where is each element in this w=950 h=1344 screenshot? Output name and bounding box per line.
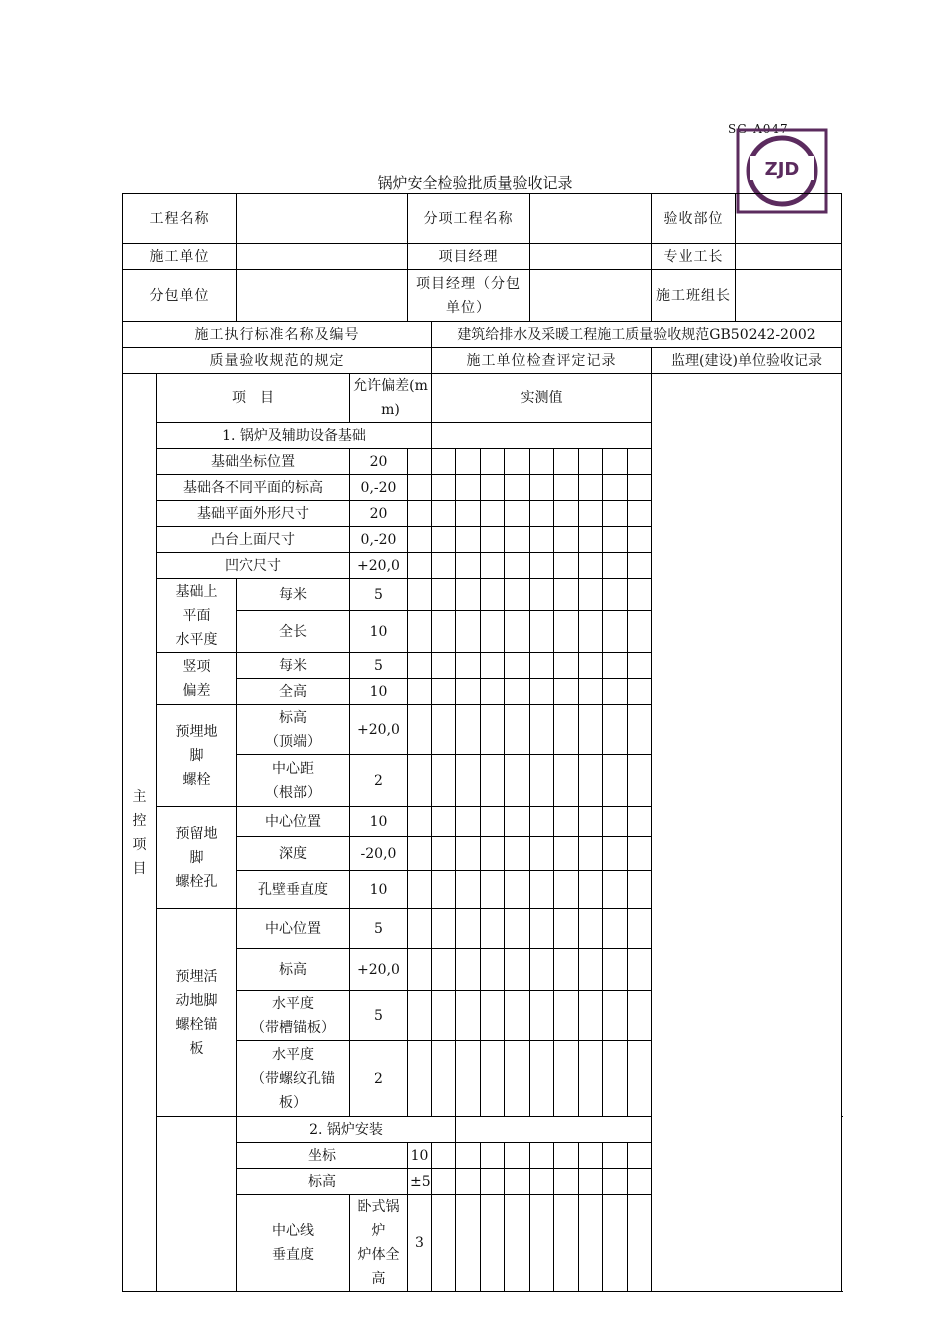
measure-cell[interactable] [432, 611, 456, 653]
measure-cell[interactable] [603, 909, 628, 949]
measure-cell[interactable] [432, 837, 456, 871]
item-name: 每米 [237, 653, 350, 679]
item-tolerance: 20 [350, 501, 408, 527]
measure-cell[interactable] [481, 1195, 505, 1292]
standard-row [123, 322, 842, 348]
measure-cell[interactable] [579, 449, 603, 475]
measure-cell[interactable] [505, 837, 530, 871]
group-label: 中心线 垂直度 [237, 1195, 350, 1292]
measure-cell[interactable] [579, 475, 603, 501]
measure-cell[interactable] [456, 449, 481, 475]
measure-cell[interactable] [432, 949, 456, 991]
value-team-leader[interactable] [736, 270, 842, 322]
group-label: 基础上 平面 水平度 [157, 579, 237, 653]
measure-cell[interactable] [579, 611, 603, 653]
item-name: 中心距 （根部） [237, 755, 350, 807]
value-sub-pm[interactable] [530, 270, 652, 322]
measure-cell[interactable] [432, 871, 456, 909]
measure-cell[interactable] [505, 1169, 530, 1195]
item-name: 中心位置 [237, 909, 350, 949]
measure-cell[interactable] [456, 527, 481, 553]
section2-title: 2. 锅炉安装 [237, 1117, 456, 1143]
item-tolerance: ±5 [408, 1169, 432, 1195]
measure-cell[interactable] [530, 679, 554, 705]
item-name: 深度 [237, 837, 350, 871]
measure-cell[interactable] [408, 653, 432, 679]
measure-cell[interactable] [456, 501, 481, 527]
measure-cell[interactable] [505, 1195, 530, 1292]
measure-cell[interactable] [579, 579, 603, 611]
measure-cell[interactable] [603, 679, 628, 705]
measure-cell[interactable] [554, 1195, 579, 1292]
measure-cell[interactable] [505, 807, 530, 837]
item-name: 卧式锅炉 炉体全高 [350, 1195, 408, 1292]
measure-cell[interactable] [481, 611, 505, 653]
measure-cell[interactable] [456, 1041, 481, 1117]
measure-cell[interactable] [432, 579, 456, 611]
item-tolerance: 0,-20 [350, 527, 408, 553]
measure-cell[interactable] [530, 1041, 554, 1117]
label-construct-unit: 施工单位 [123, 244, 237, 270]
measure-cell[interactable] [432, 653, 456, 679]
measure-cell[interactable] [530, 579, 554, 611]
measure-cell[interactable] [530, 807, 554, 837]
head-spec: 质量验收规范的规定 [123, 348, 432, 374]
inspection-table [122, 193, 842, 1292]
measure-cell[interactable] [456, 909, 481, 949]
item-tolerance: -20,0 [350, 837, 408, 871]
measure-cell[interactable] [628, 579, 652, 611]
group-label: 预埋活 动地脚 螺栓锚 板 [157, 909, 237, 1117]
form-code: SG-A047 [728, 122, 789, 136]
measure-cell[interactable] [603, 527, 628, 553]
measure-cell[interactable] [456, 679, 481, 705]
measure-cell[interactable] [603, 611, 628, 653]
label-standard: 施工执行标准名称及编号 [123, 322, 432, 348]
value-standard: 建筑给排水及采暖工程施工质量验收规范GB50242-2002 [432, 322, 842, 348]
measure-cell[interactable] [505, 1041, 530, 1117]
section1-title: 1. 锅炉及辅助设备基础 [157, 423, 432, 449]
measure-cell[interactable] [456, 871, 481, 909]
measure-cell[interactable] [432, 679, 456, 705]
measure-cell[interactable] [554, 871, 579, 909]
measure-cell[interactable] [554, 755, 579, 807]
measure-cell[interactable] [554, 679, 579, 705]
measure-cell[interactable] [408, 949, 432, 991]
label-sub-pm: 项目经理（分包单位） [408, 270, 530, 322]
measure-cell[interactable] [505, 553, 530, 579]
measure-cell[interactable] [408, 475, 432, 501]
measure-cell[interactable] [505, 501, 530, 527]
item-tolerance: 10 [408, 1143, 432, 1169]
measure-cell[interactable] [505, 653, 530, 679]
measure-cell[interactable] [603, 579, 628, 611]
item-name: 基础各不同平面的标高 [157, 475, 350, 501]
info-row-project [123, 194, 842, 244]
item-tolerance: 10 [350, 871, 408, 909]
item-name: 凸台上面尺寸 [157, 527, 350, 553]
measure-cell[interactable] [432, 449, 456, 475]
measure-cell[interactable] [554, 553, 579, 579]
measure-cell[interactable] [530, 949, 554, 991]
measure-cell[interactable] [432, 1195, 456, 1292]
measure-cell[interactable] [554, 991, 579, 1041]
measure-cell[interactable] [505, 579, 530, 611]
measure-cell[interactable] [530, 837, 554, 871]
measure-cell[interactable] [408, 909, 432, 949]
measure-cell[interactable] [456, 1169, 481, 1195]
measure-cell[interactable] [481, 449, 505, 475]
item-tolerance: 5 [350, 653, 408, 679]
measure-cell[interactable] [628, 553, 652, 579]
label-sub-unit: 分包单位 [123, 270, 237, 322]
measure-cell[interactable] [432, 1169, 456, 1195]
measure-cell[interactable] [481, 501, 505, 527]
measure-cell[interactable] [579, 807, 603, 837]
measure-cell[interactable] [628, 475, 652, 501]
measure-cell[interactable] [456, 475, 481, 501]
label-pm: 项目经理 [408, 244, 530, 270]
measure-cell[interactable] [408, 501, 432, 527]
measure-cell[interactable] [432, 553, 456, 579]
measure-cell[interactable] [505, 949, 530, 991]
item-tolerance: 2 [350, 1041, 408, 1117]
item-name: 中心位置 [237, 807, 350, 837]
measure-cell[interactable] [505, 755, 530, 807]
item-tolerance: 2 [350, 755, 408, 807]
measure-cell[interactable] [432, 1041, 456, 1117]
item-tolerance: 10 [350, 807, 408, 837]
section1-blank [432, 423, 652, 449]
measure-cell[interactable] [628, 527, 652, 553]
measure-cell[interactable] [505, 1143, 530, 1169]
measure-cell[interactable] [481, 949, 505, 991]
measure-cell[interactable] [579, 679, 603, 705]
measure-cell[interactable] [579, 705, 603, 755]
measure-cell[interactable] [603, 705, 628, 755]
measure-cell[interactable] [554, 1143, 579, 1169]
measure-cell[interactable] [481, 871, 505, 909]
measure-cell[interactable] [408, 1041, 432, 1117]
measure-cell[interactable] [603, 1195, 628, 1292]
item-tolerance: 5 [350, 579, 408, 611]
measure-cell[interactable] [603, 1169, 628, 1195]
measure-cell[interactable] [432, 1143, 456, 1169]
measure-cell[interactable] [603, 807, 628, 837]
item-name: 全长 [237, 611, 350, 653]
measure-cell[interactable] [530, 871, 554, 909]
measure-cell[interactable] [456, 807, 481, 837]
measure-cell[interactable] [530, 653, 554, 679]
measure-cell[interactable] [579, 1041, 603, 1117]
measure-cell[interactable] [603, 475, 628, 501]
measure-cell[interactable] [628, 1143, 652, 1169]
item-tolerance: 3 [408, 1195, 432, 1292]
measure-cell[interactable] [579, 837, 603, 871]
measure-cell[interactable] [481, 837, 505, 871]
measure-cell[interactable] [432, 705, 456, 755]
section-head-row [123, 348, 842, 374]
measure-cell[interactable] [505, 527, 530, 553]
measure-cell[interactable] [408, 611, 432, 653]
measure-cell[interactable] [456, 991, 481, 1041]
measure-cell[interactable] [628, 949, 652, 991]
measure-cell[interactable] [456, 755, 481, 807]
measure-cell[interactable] [432, 501, 456, 527]
measure-cell[interactable] [628, 1169, 652, 1195]
group-label: 预留地 脚 螺栓孔 [157, 807, 237, 909]
measure-cell[interactable] [456, 553, 481, 579]
measure-cell[interactable] [530, 449, 554, 475]
measure-cell[interactable] [408, 837, 432, 871]
value-pm[interactable] [530, 244, 652, 270]
measure-cell[interactable] [456, 1195, 481, 1292]
measure-cell[interactable] [554, 705, 579, 755]
measure-cell[interactable] [554, 611, 579, 653]
measure-cell[interactable] [530, 1143, 554, 1169]
measure-cell[interactable] [530, 705, 554, 755]
measure-cell[interactable] [530, 475, 554, 501]
item-name: 凹穴尺寸 [157, 553, 350, 579]
section2-blank [456, 1117, 736, 1143]
measure-cell[interactable] [579, 501, 603, 527]
measure-cell[interactable] [579, 991, 603, 1041]
measure-cell[interactable] [456, 837, 481, 871]
item-tolerance: 0,-20 [350, 475, 408, 501]
measure-cell[interactable] [628, 449, 652, 475]
item-name: 水平度 （带槽锚板） [237, 991, 350, 1041]
side-label-main-control: 主 控 项 目 [123, 374, 157, 1292]
group-label: 竖项 偏差 [157, 653, 237, 705]
head-check: 施工单位检查评定记录 [432, 348, 652, 374]
measure-cell[interactable] [554, 449, 579, 475]
info-row-unit [123, 244, 842, 270]
measure-cell[interactable] [530, 553, 554, 579]
measure-cell[interactable] [530, 501, 554, 527]
measure-cell[interactable] [481, 755, 505, 807]
measure-cell[interactable] [481, 1143, 505, 1169]
label-sub-project: 分项工程名称 [408, 194, 530, 244]
measure-cell[interactable] [628, 1195, 652, 1292]
measure-cell[interactable] [628, 909, 652, 949]
measure-cell[interactable] [408, 991, 432, 1041]
measure-cell[interactable] [481, 807, 505, 837]
value-sub-unit[interactable] [237, 270, 408, 322]
item-name: 基础平面外形尺寸 [157, 501, 350, 527]
measure-cell[interactable] [505, 611, 530, 653]
label-team-leader: 施工班组长 [652, 270, 736, 322]
measure-cell[interactable] [579, 909, 603, 949]
measure-cell[interactable] [603, 1041, 628, 1117]
measure-cell[interactable] [481, 579, 505, 611]
info-row-sub [123, 270, 842, 322]
measure-cell[interactable] [481, 991, 505, 1041]
item-tolerance: +20,0 [350, 553, 408, 579]
logo-text: ZJD [764, 159, 800, 180]
measure-cell[interactable] [408, 807, 432, 837]
measure-cell[interactable] [554, 475, 579, 501]
item-name: 坐标 [237, 1143, 408, 1169]
measure-cell[interactable] [603, 949, 628, 991]
label-accept-part: 验收部位 [652, 194, 736, 244]
measure-cell[interactable] [456, 653, 481, 679]
measure-cell[interactable] [481, 527, 505, 553]
measure-cell[interactable] [481, 475, 505, 501]
measure-cell[interactable] [579, 949, 603, 991]
measure-cell[interactable] [481, 705, 505, 755]
measure-cell[interactable] [554, 949, 579, 991]
value-project-name[interactable] [237, 194, 408, 244]
measure-cell[interactable] [505, 909, 530, 949]
measure-cell[interactable] [579, 871, 603, 909]
measure-cell[interactable] [408, 755, 432, 807]
measure-cell[interactable] [408, 553, 432, 579]
form-title: 锅炉安全检验批质量验收记录 [377, 174, 573, 192]
supervise-record-1[interactable] [652, 374, 842, 1292]
measure-cell[interactable] [603, 871, 628, 909]
item-name: 水平度 （带螺纹孔锚 板） [237, 1041, 350, 1117]
measure-cell[interactable] [579, 553, 603, 579]
measure-cell[interactable] [628, 807, 652, 837]
item-name: 标高 （顶端） [237, 705, 350, 755]
measure-cell[interactable] [554, 1169, 579, 1195]
measure-cell[interactable] [628, 1041, 652, 1117]
measure-cell[interactable] [408, 449, 432, 475]
measure-cell[interactable] [603, 755, 628, 807]
measure-cell[interactable] [408, 871, 432, 909]
measure-cell[interactable] [505, 991, 530, 1041]
measure-cell[interactable] [408, 527, 432, 553]
measure-cell[interactable] [505, 449, 530, 475]
head-supervise: 监理(建设)单位验收记录 [652, 348, 842, 374]
measure-cell[interactable] [530, 611, 554, 653]
col-head-row [123, 374, 842, 423]
measure-cell[interactable] [481, 909, 505, 949]
measure-cell[interactable] [603, 449, 628, 475]
label-project-name: 工程名称 [123, 194, 237, 244]
measure-cell[interactable] [603, 837, 628, 871]
measure-cell[interactable] [530, 755, 554, 807]
measure-cell[interactable] [579, 1169, 603, 1195]
measure-cell[interactable] [603, 501, 628, 527]
measure-cell[interactable] [432, 991, 456, 1041]
item-name: 每米 [237, 579, 350, 611]
measure-cell[interactable] [408, 679, 432, 705]
measure-cell[interactable] [554, 837, 579, 871]
measure-cell[interactable] [456, 611, 481, 653]
measure-cell[interactable] [432, 909, 456, 949]
item-name: 孔壁垂直度 [237, 871, 350, 909]
measure-cell[interactable] [628, 871, 652, 909]
section2-title-row [123, 1117, 842, 1143]
measure-cell[interactable] [456, 705, 481, 755]
item-name: 全高 [237, 679, 350, 705]
measure-cell[interactable] [579, 527, 603, 553]
measure-cell[interactable] [554, 527, 579, 553]
measure-cell[interactable] [628, 679, 652, 705]
measure-cell[interactable] [628, 837, 652, 871]
item-tolerance: 10 [350, 679, 408, 705]
measure-cell[interactable] [530, 991, 554, 1041]
measure-cell[interactable] [579, 653, 603, 679]
measure-cell[interactable] [481, 679, 505, 705]
measure-cell[interactable] [432, 755, 456, 807]
measure-cell[interactable] [505, 705, 530, 755]
col-head-item: 项 目 [157, 374, 350, 423]
item-tolerance: 10 [350, 611, 408, 653]
measure-cell[interactable] [554, 579, 579, 611]
measure-cell[interactable] [530, 1169, 554, 1195]
item-name: 标高 [237, 1169, 408, 1195]
measure-cell[interactable] [628, 755, 652, 807]
measure-cell[interactable] [628, 611, 652, 653]
measure-cell[interactable] [603, 991, 628, 1041]
measure-cell[interactable] [628, 501, 652, 527]
measure-cell[interactable] [554, 1041, 579, 1117]
item-tolerance: 20 [350, 449, 408, 475]
measure-cell[interactable] [505, 871, 530, 909]
label-foreman: 专业工长 [652, 244, 736, 270]
measure-cell[interactable] [505, 475, 530, 501]
col-head-tolerance: 允许偏差(mm) [350, 374, 432, 423]
measure-cell[interactable] [554, 807, 579, 837]
item-name: 基础坐标位置 [157, 449, 350, 475]
value-sub-project[interactable] [530, 194, 652, 244]
group-label: 预埋地 脚 螺栓 [157, 705, 237, 807]
measure-cell[interactable] [628, 991, 652, 1041]
measure-cell[interactable] [530, 909, 554, 949]
measure-cell[interactable] [603, 653, 628, 679]
value-accept-part[interactable] [736, 194, 842, 244]
measure-cell[interactable] [603, 553, 628, 579]
side-label-blank [157, 1117, 237, 1292]
measure-cell[interactable] [530, 527, 554, 553]
measure-cell[interactable] [456, 1143, 481, 1169]
measure-cell[interactable] [505, 679, 530, 705]
measure-cell[interactable] [579, 1143, 603, 1169]
value-foreman[interactable] [736, 244, 842, 270]
measure-cell[interactable] [481, 553, 505, 579]
measure-cell[interactable] [554, 501, 579, 527]
measure-cell[interactable] [481, 653, 505, 679]
measure-cell[interactable] [628, 705, 652, 755]
measure-cell[interactable] [456, 579, 481, 611]
item-name: 标高 [237, 949, 350, 991]
measure-cell[interactable] [628, 653, 652, 679]
measure-cell[interactable] [579, 1195, 603, 1292]
measure-cell[interactable] [554, 909, 579, 949]
col-head-measured: 实测值 [432, 374, 652, 423]
measure-cell[interactable] [408, 579, 432, 611]
measure-cell[interactable] [579, 755, 603, 807]
item-tolerance: +20,0 [350, 705, 408, 755]
measure-cell[interactable] [408, 705, 432, 755]
item-tolerance: 5 [350, 909, 408, 949]
measure-cell[interactable] [432, 807, 456, 837]
measure-cell[interactable] [456, 949, 481, 991]
measure-cell[interactable] [432, 475, 456, 501]
measure-cell[interactable] [481, 1041, 505, 1117]
value-construct-unit[interactable] [237, 244, 408, 270]
measure-cell[interactable] [432, 527, 456, 553]
item-tolerance: 5 [350, 991, 408, 1041]
measure-cell[interactable] [554, 653, 579, 679]
measure-cell[interactable] [603, 1143, 628, 1169]
item-tolerance: +20,0 [350, 949, 408, 991]
measure-cell[interactable] [481, 1169, 505, 1195]
measure-cell[interactable] [530, 1195, 554, 1292]
